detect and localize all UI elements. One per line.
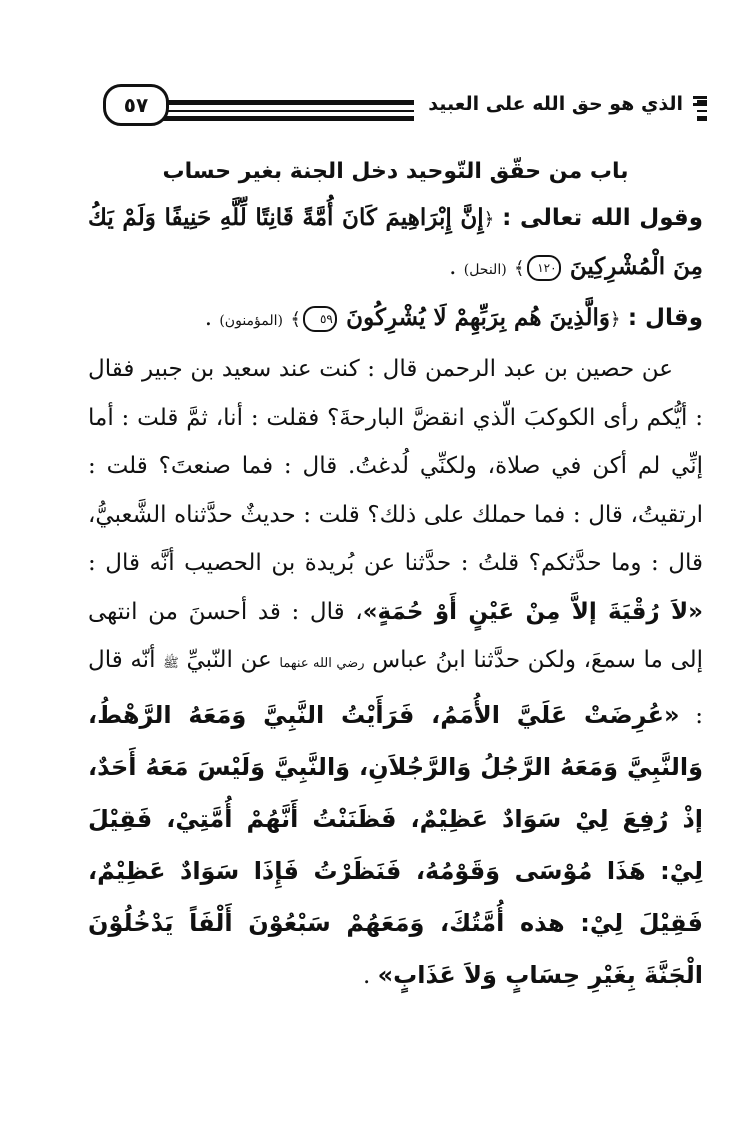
honorific-radiyallahu: رضي الله عنهما	[279, 656, 365, 671]
verse-1-end: .	[449, 254, 457, 280]
verse-2-surah-ref: (المؤمنون)	[219, 313, 283, 329]
page-content	[88, 150, 703, 1001]
verse-1-close-bracket: ﴾	[514, 258, 525, 279]
narration-part-2: ، قال : قد أحسنَ من انتهى إلى ما سمعَ، ولكن حدَّثنا ابنُ عباس	[88, 598, 704, 673]
hadith-quote-ruqya: «لاَ رُقْيَةَ إلاَّ مِنْ عَيْنٍ أَوْ حُمَةٍ»	[362, 598, 703, 625]
verse-2-ayah-number: ٥٩	[303, 306, 337, 332]
verse-paragraph-1	[88, 194, 703, 294]
verse-paragraph-2	[88, 294, 703, 345]
narration-paragraph	[88, 345, 703, 1001]
narration-part-3: عن النّبيِّ	[186, 647, 272, 673]
chapter-title: باب من حقّق التّوحيد دخل الجنة بغير حساب	[162, 159, 629, 184]
verse-1-ayah-number: ١٢٠	[527, 255, 561, 281]
narration-part-1: عن حصين بن عبد الرحمن قال : كنت عند سعيد بن جبير فقال : أيُّكم رأى الكوكبَ الّذي انقضَّ البارحةَ؟ فقلت : أنا، ثمَّ قلت : أما إنِّي لم أكن في صلاة، ولكنِّي لُدغتُ. قال : فما صنعتَ؟ قلت : ارتقيتُ، قال : فما حملك على ذلك؟ قلت : حديثٌ حدَّثناه الشَّعبيُّ، قال : وما حدَّثكم؟ قلتُ : حدَّثنا عن بُريدة بن الحصيب أنَّه قال :	[88, 356, 703, 576]
narration-part-4: أنّه قال :	[88, 647, 703, 729]
narration-end: .	[363, 962, 371, 989]
verse-1-open-bracket: ﴿	[483, 209, 495, 230]
verse-2-label: وقال :	[627, 305, 703, 331]
verse-2-end: .	[204, 305, 213, 331]
page-number: ٥٧	[103, 84, 169, 126]
verse-1-surah-ref: (النحل)	[463, 262, 507, 278]
hadith-main-text: «عُرِضَتْ عَلَيَّ الأُمَمُ، فَرَأَيْتُ النَّبِيَّ وَمَعَهُ الرَّهْطُ، وَالنَّبِيَّ وَمَعَهُ الرَّجُلُ وَالرَّجُلاَنِ، وَالنَّبِيَّ وَلَيْسَ مَعَهُ أَحَدٌ، إذْ رُفِعَ لِيْ سَوَادٌ عَظِيْمٌ، فَظَنَنْتُ أَنَّهُمْ أُمَّتِيْ، فَقِيْلَ لِيْ: هَذَا مُوْسَى وَقَوْمُهُ، فَنَظَرْتُ فَإِذَا سَوَادٌ عَظِيْمٌ، فَقِيْلَ لِيْ: هذه أُمَّتُكَ، وَمَعَهُمْ سَبْعُوْنَ أَلْفَاً يَدْخُلُوْنَ الْجَنَّةَ بِغَيْرِ حِسَابٍ وَلاَ عَذَابٍ»	[88, 700, 703, 989]
running-header	[95, 78, 707, 130]
verse-2-text: وَالَّذِينَ هُم بِرَبِّهِمْ لَا يُشْرِكُونَ	[346, 304, 610, 331]
header-dash-ornament	[693, 96, 707, 106]
running-title: الذي هو حق الله على العبيد	[414, 84, 697, 124]
verse-2-open-bracket: ﴿	[609, 309, 621, 330]
verse-1-text: إِنَّ إِبْرَاهِيمَ كَانَ أُمَّةً قَانِتًا لِّلَّهِ حَنِيفًا وَلَمْ يَكُ مِنَ الْمُشْرِكِينَ	[88, 204, 703, 280]
honorific-salla: ﷺ	[163, 656, 179, 671]
verse-1-label: وقول الله تعالى :	[502, 205, 703, 231]
verse-2-close-bracket: ﴾	[290, 309, 301, 330]
